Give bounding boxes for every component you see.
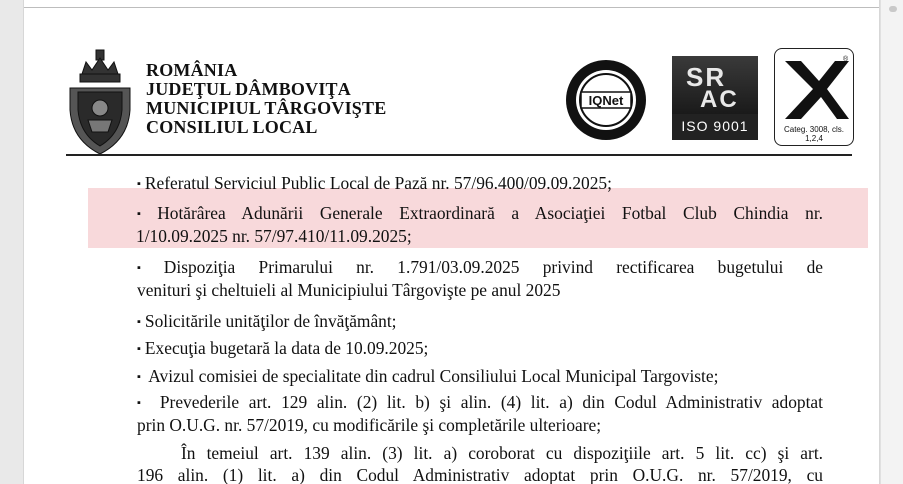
x-mark-icon (775, 49, 853, 129)
paragraph-line-2: 196 alin. (1) lit. a) din Codul Administrativ adoptat prin O.U.G. nr. 57/2019, cu (137, 465, 823, 484)
list-item-aviz (137, 365, 823, 388)
list-item-text: Prevederile art. 129 alin. (2) lit. b) şi alin. (4) lit. a) din Codul Administrativ adoptat (150, 392, 823, 412)
header-line-municipality: MUNICIPIUL TÂRGOVIŞTE (146, 98, 387, 118)
list-item-text: Solicitările unităţilor de învăţământ; (144, 311, 397, 331)
paragraph-line-1: În temeiul art. 139 alin. (3) lit. a) coroborat cu dispoziţiile art. 5 lit. cc) şi art. (181, 443, 823, 463)
vertical-scrollbar[interactable] (880, 0, 903, 484)
coat-of-arms-icon (68, 48, 132, 160)
list-item-executie (137, 337, 823, 360)
list-item-hotarare (137, 202, 823, 247)
bullet-icon: ▪ (137, 208, 154, 220)
paragraph-temeiul (137, 442, 823, 484)
srac-logo-ac: AC (700, 86, 739, 113)
list-item-text: Avizul comisiei de specialitate din cadrul Consiliului Local Municipal Targoviste; (144, 366, 719, 386)
category-caption: Categ. 3008, cls. 1,2,4 (783, 125, 845, 143)
iqnet-logo (564, 58, 648, 142)
header-line-county: JUDEŢUL DÂMBOVIŢA (146, 79, 351, 99)
header-line-country: ROMÂNIA (146, 60, 238, 80)
list-item-continuation: 1/10.09.2025 nr. 57/97.410/11.09.2025; (136, 226, 412, 246)
srac-logo (672, 56, 758, 140)
list-item-line (137, 391, 823, 414)
bullet-icon: ▪ (137, 178, 141, 190)
svg-text:®: ® (843, 56, 849, 63)
category-logo (774, 48, 854, 146)
srac-logo-sr: SR (686, 62, 727, 92)
list-item-continuation: venituri şi cheltuieli al Municipiului Târgovişte pe anul 2025 (137, 280, 561, 300)
iqnet-logo-text: IQNet (588, 93, 624, 108)
list-item-text: Dispoziţia Primarului nr. 1.791/03.09.2025 privind rectificarea bugetului de (163, 257, 823, 277)
bullet-icon: ▪ (137, 343, 141, 355)
srac-logo-iso: ISO 9001 (681, 118, 749, 134)
list-item-solicitari (137, 310, 823, 333)
list-item-line (137, 202, 823, 225)
bullet-icon: ▪ (137, 371, 141, 383)
list-item-line (137, 256, 823, 279)
scrollbar-thumb[interactable] (889, 6, 897, 12)
bullet-icon: ▪ (137, 397, 147, 409)
bullet-icon: ▪ (137, 316, 141, 328)
list-item-referat (137, 172, 823, 195)
document-page (24, 0, 879, 484)
list-item-text: Referatul Serviciul Public Local de Pază nr. 57/96.400/09.09.2025; (144, 173, 612, 193)
list-item-prevederi (137, 391, 823, 436)
list-item-text: Execuţia bugetară la data de 10.09.2025; (144, 338, 429, 358)
list-item-text: Hotărârea Adunării Generale Extraordinară a Asociaţiei Fotbal Club Chindia nr. (157, 203, 824, 223)
header-divider (66, 154, 852, 156)
list-item-dispozitie (137, 256, 823, 301)
header-line-council: CONSILIUL LOCAL (146, 117, 318, 137)
institution-header (146, 61, 386, 137)
list-item-continuation: prin O.U.G. nr. 57/2019, cu modificările şi completările ulterioare; (137, 415, 602, 435)
bullet-icon: ▪ (137, 262, 160, 274)
page-top-border (24, 7, 879, 8)
